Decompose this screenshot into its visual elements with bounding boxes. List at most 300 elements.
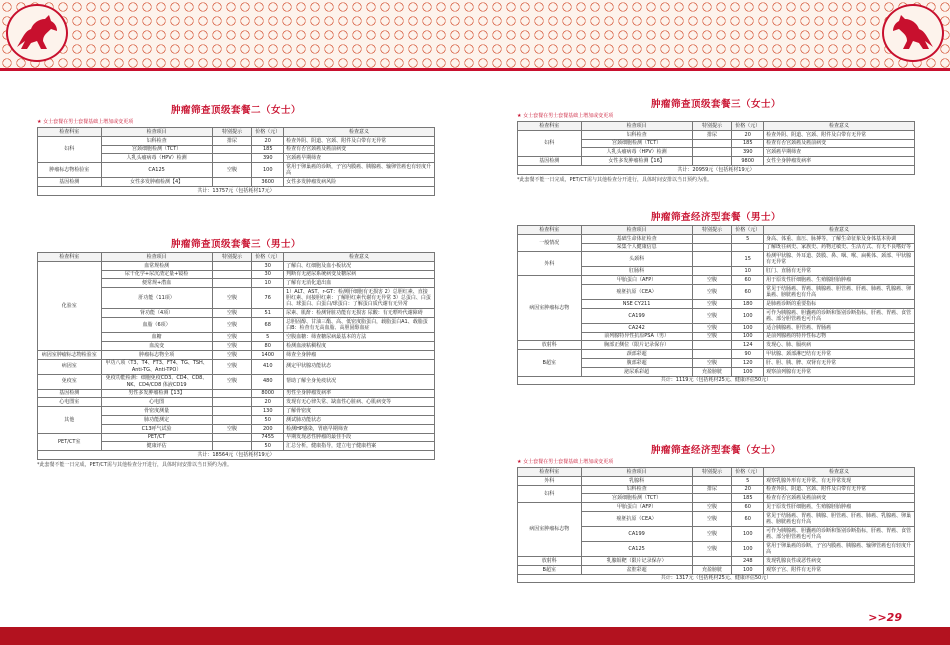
cell-price: 390 [252, 154, 284, 163]
table-row [518, 350, 915, 359]
horse-logo-icon [6, 4, 68, 62]
cell-note: 空腹 [212, 309, 252, 318]
cell-price: 90 [732, 350, 764, 359]
header-price: 价格（元） [732, 226, 764, 235]
cell-item: 乳腺钼靶（限片记录保存） [581, 556, 692, 565]
cell-price: 5 [732, 476, 764, 485]
cell-meaning: 肛门、直肠有无异常 [764, 267, 915, 276]
panel-note: ★ 女士套餐在男士套餐基础上增加或变更项 [37, 119, 134, 125]
cell-item: 宫颈细胞检测（TCT） [581, 139, 692, 148]
table-row [38, 163, 435, 178]
cell-meaning: 检查外阴、阴道、宫颈、附件及白带有无异常 [764, 485, 915, 494]
cell-item: 尿干化学+尿沉渣定量+镜检 [101, 270, 212, 279]
cell-department: B超室 [518, 565, 582, 574]
cell-price: 100 [732, 526, 764, 541]
cell-meaning: 帮助了解全身免疫状况 [284, 374, 435, 389]
table-row [518, 130, 915, 139]
table-row [38, 178, 435, 187]
panel-footnote: *此套餐不能一日完成，PET/CT需与其他检查分开进行，具体时间安排以当日预约为准。 [517, 176, 712, 183]
cell-department: 化验室 [38, 261, 102, 350]
cell-item: 男性多发肿瘤检测【13】 [101, 389, 212, 398]
cell-item: 肿瘤标志物全项 [101, 350, 212, 359]
cell-note [212, 442, 252, 451]
cell-item: 头颈科 [581, 252, 692, 267]
table-row [38, 350, 435, 359]
header-red-stripe [0, 68, 950, 71]
cell-note: 空腹 [212, 341, 252, 350]
decorative-header-band [0, 0, 950, 70]
cell-note: 空腹 [692, 526, 732, 541]
cell-meaning: 发现有无心律失常、缺血性心脏病、心肌病变等 [284, 398, 435, 407]
header-meaning: 检查意义 [764, 226, 915, 235]
cell-meaning: 常用于卵巢癌的诊断，子宫内膜癌、胰腺癌、输卵管癌也有轻度升高 [284, 163, 435, 178]
cell-meaning: 女性全身肿瘤发病率 [764, 157, 915, 166]
table-row [518, 234, 915, 243]
cell-note: 空腹 [212, 424, 252, 433]
cell-price: 100 [732, 541, 764, 556]
table-row [518, 252, 915, 267]
cell-meaning: 了解有无消化道出血 [284, 279, 435, 288]
cell-price: 10 [732, 267, 764, 276]
cell-department: 基因检测 [38, 178, 102, 187]
cell-note [692, 243, 732, 252]
cell-meaning: 空腹血糖：筛查糖尿病最基本的方法 [284, 333, 435, 342]
table-row [38, 433, 435, 442]
cell-item: 心电图 [101, 398, 212, 407]
cell-price: 30 [252, 261, 284, 270]
table-row [38, 398, 435, 407]
cell-note: 空腹 [692, 511, 732, 526]
cell-price: 50 [252, 415, 284, 424]
table-row [518, 565, 915, 574]
header-price: 价格（元） [732, 468, 764, 477]
panel-footnote: *此套餐不能一日完成，PET/CT需与其他检查分开进行，具体时间安排以当日预约为准。 [37, 461, 232, 468]
cell-meaning: 了解骨密度 [284, 407, 435, 416]
cell-note: 空腹 [212, 318, 252, 333]
total-cell: 共计：1317元（包括耗材25元、健康评估50元） [518, 574, 915, 583]
cell-price: 30 [252, 270, 284, 279]
cell-price: 100 [732, 323, 764, 332]
cell-meaning: 总胆固醇、甘油三酯、高、低密度脂蛋白，载脂蛋白A1、载脂蛋白B：检查有无高血脂、高胆固醇血症 [284, 318, 435, 333]
header-item: 检查项目 [581, 122, 692, 131]
cell-item: 免疫功能检测：细胞免疫CD3、CD4、CD8、NK、CD4/CD8 体液CD19 [101, 374, 212, 389]
cell-item: 肛肠科 [581, 267, 692, 276]
cell-note: 空腹 [212, 374, 252, 389]
cell-price: 7455 [252, 433, 284, 442]
cell-note [692, 157, 732, 166]
cell-note [692, 341, 732, 350]
cell-item: 骨密度测量 [101, 407, 212, 416]
cell-price: 10 [252, 279, 284, 288]
cell-item: 妇科检查 [581, 130, 692, 139]
cell-price: 100 [732, 332, 764, 341]
cell-note: 空腹 [212, 333, 252, 342]
cell-note [212, 279, 252, 288]
cell-price: 20 [252, 398, 284, 407]
panel-title: 肿瘤筛查顶级套餐三（女士） [650, 99, 781, 110]
cell-meaning: 检查有否宫颈癌及癌前病变 [764, 494, 915, 503]
cell-item: CA199 [581, 526, 692, 541]
horse-logo-icon [882, 4, 944, 62]
cell-price: 248 [732, 556, 764, 565]
cell-department: 放射科 [518, 556, 582, 565]
cell-price: 5 [732, 234, 764, 243]
table-row [518, 503, 915, 512]
panel-title: 肿瘤筛查经济型套餐（男士） [650, 212, 781, 223]
cell-note: 排尿 [692, 485, 732, 494]
cell-item: 盆腔彩超 [581, 565, 692, 574]
package-table [37, 252, 435, 460]
header-note: 特别提示 [212, 128, 252, 137]
cell-note [692, 252, 732, 267]
cell-note: 空腹 [212, 359, 252, 374]
header-item: 检查项目 [581, 226, 692, 235]
cell-meaning: 可作为胰腺癌、胆囊癌的诊断和鉴别诊断指标，肝癌、胃癌、食管癌、部分胆管癌也可升高 [764, 308, 915, 323]
panel-top-package-3-male [37, 236, 435, 468]
cell-item: 肺功能测定 [101, 415, 212, 424]
cell-meaning: 尿素、肌酐：检测肾脏功能有无损害 尿酸：有无嘌呤代谢障碍 [284, 309, 435, 318]
cell-note: 空腹 [212, 350, 252, 359]
cell-item: 乳腺科 [581, 476, 692, 485]
cell-department: 妇科 [518, 130, 582, 156]
cell-meaning: 检查外阴、阴道、宫颈、附件及白带有无异常 [764, 130, 915, 139]
cell-note: 空腹 [692, 284, 732, 299]
cell-note: 空腹 [692, 276, 732, 285]
cell-item: 女性多发肿瘤检测【16】 [581, 157, 692, 166]
cell-item: CA242 [581, 323, 692, 332]
cell-department: PET/CT室 [38, 433, 102, 451]
cell-note: 空腹 [692, 308, 732, 323]
cell-note: 空腹 [692, 358, 732, 367]
table-row [518, 157, 915, 166]
cell-note [212, 433, 252, 442]
table-header-row [38, 253, 435, 262]
panel-title: 肿瘤筛查经济型套餐（女士） [650, 445, 781, 456]
package-table [517, 121, 915, 175]
cell-meaning: 检查外阴、阴道、宫颈、附件及白带有无异常 [284, 136, 435, 145]
table-header-row [518, 226, 915, 235]
cell-meaning: 见于原发性肝细胞癌，生殖腺胚胎肿瘤 [764, 503, 915, 512]
cell-price: 130 [252, 407, 284, 416]
cell-price: 124 [732, 341, 764, 350]
cell-department: 放射科 [518, 341, 582, 350]
cell-meaning: 常见于结肠癌、胃癌、胰腺、胆管癌、肝癌、肺癌、乳腺癌、卵巢癌、膀胱癌也有升高 [764, 511, 915, 526]
header-price: 价格（元） [252, 128, 284, 137]
table-row [518, 556, 915, 565]
total-cell: 共计：13757元（包括耗材17元） [38, 186, 435, 195]
header-note: 特别提示 [692, 226, 732, 235]
cell-note: 充盈膀胱 [692, 565, 732, 574]
package-table [517, 225, 915, 385]
cell-meaning: 男性全身肿瘤发病率 [284, 389, 435, 398]
header-department: 检查科室 [518, 468, 582, 477]
cell-department: 基因检测 [518, 157, 582, 166]
cell-price: 180 [732, 299, 764, 308]
cell-note [692, 234, 732, 243]
cell-department: 外科 [518, 252, 582, 276]
cell-department: 心电图室 [38, 398, 102, 407]
cell-price: 100 [732, 367, 764, 376]
cell-price: 100 [732, 308, 764, 323]
cell-price: 20 [732, 130, 764, 139]
cell-price: 100 [252, 163, 284, 178]
cell-price: 60 [732, 503, 764, 512]
cell-item: 前列腺特异性抗原PSA（男） [581, 332, 692, 341]
total-row [38, 451, 435, 460]
cell-price: 20 [732, 485, 764, 494]
table-row [518, 485, 915, 494]
header-department: 检查科室 [518, 122, 582, 131]
panel-top-package-3-female [517, 96, 915, 183]
cell-meaning: 观察乳腺外形有无异常，有无异常发现 [764, 476, 915, 485]
cell-meaning: 是肺癌诊断的重要指标 [764, 299, 915, 308]
cell-item: 甲功八项（T3、T4、FT3、FT4、TG、TSH、Anti-TG、Anti-TPO） [101, 359, 212, 374]
cell-note [692, 494, 732, 503]
header-item: 检查项目 [101, 128, 212, 137]
panel-title: 肿瘤筛查顶级套餐二（女士） [170, 105, 301, 116]
header-department: 检查科室 [38, 253, 102, 262]
cell-item: C13呼气试验 [101, 424, 212, 433]
cell-note [212, 398, 252, 407]
cell-note [692, 350, 732, 359]
cell-item: CA125 [581, 541, 692, 556]
cell-meaning: 女性多发肿瘤发病风险 [284, 178, 435, 187]
cell-department: 肿瘤标志物检验室 [38, 163, 102, 178]
cell-meaning: 肝、胆、胰、脾、双肾有无异常 [764, 358, 915, 367]
total-cell: 共计：20959元（包括耗材19元） [518, 165, 915, 174]
cell-note [692, 139, 732, 148]
cell-meaning: 常见于结肠癌、胃癌、胰腺癌、胆管癌、肝癌、肺癌、乳腺癌、卵巢癌、膀胱癌也有升高 [764, 284, 915, 299]
cell-department: 病因室肿瘤标志物检验室 [38, 350, 102, 359]
cell-department: 妇科 [518, 485, 582, 503]
cell-note: 排尿 [212, 136, 252, 145]
cell-price: 76 [252, 288, 284, 309]
cell-meaning: 发现乳腺良性或恶性病变 [764, 556, 915, 565]
cell-price: 60 [732, 511, 764, 526]
header-meaning: 检查意义 [764, 468, 915, 477]
cell-note [692, 556, 732, 565]
cell-meaning: 检查有否宫颈癌及癌前病变 [284, 145, 435, 154]
cell-note [212, 270, 252, 279]
cell-item: 胸部正侧位（限片记录保存） [581, 341, 692, 350]
cell-note [692, 148, 732, 157]
cell-price: 50 [252, 442, 284, 451]
table-header-row [518, 468, 915, 477]
cell-price: 200 [252, 424, 284, 433]
table-header-row [518, 122, 915, 131]
panel-top-package-2-female [37, 102, 435, 196]
cell-department: B超室 [518, 350, 582, 376]
cell-item: 血常规检测 [101, 261, 212, 270]
cell-price: 5 [252, 333, 284, 342]
cell-note: 排尿 [692, 130, 732, 139]
cell-note: 空腹 [692, 332, 732, 341]
panel-note: ★ 女士套餐在男士套餐基础上增加或变更项 [517, 113, 614, 119]
cell-meaning: 检查有否宫颈癌及癌前病变 [764, 139, 915, 148]
cell-item: 癌胚抗原（CEA） [581, 511, 692, 526]
cell-item: 癌胚抗原（CEA） [581, 284, 692, 299]
cell-department: 病因室 [38, 359, 102, 374]
cell-item: 采集个人健康信息 [581, 243, 692, 252]
cell-item: 颈部彩超 [581, 350, 692, 359]
header-price: 价格（元） [732, 122, 764, 131]
table-row [38, 261, 435, 270]
cell-price: 185 [252, 145, 284, 154]
header-item: 检查项目 [581, 468, 692, 477]
total-cell: 共计：1119元（包括耗材25元、健康评估50元） [518, 376, 915, 385]
cell-price: 3600 [252, 178, 284, 187]
cell-item: 宫颈细胞检测（TCT） [581, 494, 692, 503]
header-department: 检查科室 [38, 128, 102, 137]
cell-item: 泌尿系彩超 [581, 367, 692, 376]
cell-item: 肝功能（11项） [101, 288, 212, 309]
table-row [38, 359, 435, 374]
header-meaning: 检查意义 [284, 253, 435, 262]
cell-meaning: 了解白、红细胞及血小板状况 [284, 261, 435, 270]
cell-meaning: 观察子宫、附件有无异常 [764, 565, 915, 574]
header-note: 特别提示 [692, 468, 732, 477]
cell-item: PET/CT [101, 433, 212, 442]
package-table [517, 467, 915, 583]
cell-department: 病因室肿瘤标志物 [518, 503, 582, 557]
footer-band [0, 627, 950, 645]
cell-price: 120 [732, 358, 764, 367]
total-row [518, 165, 915, 174]
table-row [38, 136, 435, 145]
cell-price: 185 [732, 494, 764, 503]
cell-item: 人乳头瘤病毒（HPV）检测 [101, 154, 212, 163]
cell-meaning: 身高、体重、血压、脉搏等，了解生命征象及身体基本协调 [764, 234, 915, 243]
total-row [518, 376, 915, 385]
header-note: 特别提示 [692, 122, 732, 131]
cell-item: CA199 [581, 308, 692, 323]
cell-item: 便常规+潜血 [101, 279, 212, 288]
cell-department: 外科 [518, 476, 582, 485]
total-row [518, 574, 915, 583]
header-item: 检查项目 [101, 253, 212, 262]
header-department: 检查科室 [518, 226, 582, 235]
cell-item: CA125 [101, 163, 212, 178]
cell-meaning: 检测甲状腺、外耳道、鼓膜、鼻、咽、喉、扁桃体、颈部、甲状腺有无异常 [764, 252, 915, 267]
cell-item: NSE CY211 [581, 299, 692, 308]
cell-meaning: 宫颈癌早期筛查 [284, 154, 435, 163]
table-row [38, 389, 435, 398]
cell-item: 宫颈细胞检测（TCT） [101, 145, 212, 154]
cell-price: 1400 [252, 350, 284, 359]
cell-note: 空腹 [692, 323, 732, 332]
cell-price: 20 [252, 136, 284, 145]
table-row [38, 374, 435, 389]
cell-note [692, 476, 732, 485]
cell-item: 健康评估 [101, 442, 212, 451]
cell-meaning: 早期发现恶性肿瘤的最佳手段 [284, 433, 435, 442]
cell-meaning: 测定甲状腺功能状态 [284, 359, 435, 374]
cell-meaning: 了解既往病史、家族史、药物过敏史、生活方式、有无不良嗜好等 [764, 243, 915, 252]
cell-meaning: 1）ALT、AST、r-GT：检测肝细胞有无损害 2）总胆红素、直接胆红素、间接胆红素：了解胆红素代谢有无异常 3）总蛋白、白蛋白、球蛋白、白蛋白/球蛋白：了解蛋白质代谢有无异常 [284, 288, 435, 309]
panel-economy-package-female [517, 442, 915, 583]
cell-price: 185 [732, 139, 764, 148]
table-header-row [38, 128, 435, 137]
cell-item: 血糖 [101, 333, 212, 342]
panel-note: ★ 女士套餐在男士套餐基础上增加或变更项 [517, 459, 614, 465]
header-note: 特别提示 [212, 253, 252, 262]
table-row [518, 341, 915, 350]
cell-note [212, 261, 252, 270]
cell-price [732, 243, 764, 252]
cell-price: 390 [732, 148, 764, 157]
cell-note [212, 154, 252, 163]
cell-meaning: 宫颈癌早期筛查 [764, 148, 915, 157]
cell-note [692, 267, 732, 276]
header-meaning: 检查意义 [284, 128, 435, 137]
total-cell: 共计：18564元（包括耗材19元） [38, 451, 435, 460]
cell-meaning: 是前列腺癌的特异性标志物 [764, 332, 915, 341]
cell-price: 410 [252, 359, 284, 374]
cell-price: 68 [252, 318, 284, 333]
cell-item: 甲胎蛋白（AFP） [581, 276, 692, 285]
cell-meaning: 用于原发性肝细胞癌、生殖腺胚胎肿瘤 [764, 276, 915, 285]
cell-price: 8000 [252, 389, 284, 398]
cell-price: 9800 [732, 157, 764, 166]
cell-meaning: 汇总分析，健康指导，建立电子健康档案 [284, 442, 435, 451]
panel-title: 肿瘤筛查顶级套餐三（男士） [170, 239, 301, 250]
cell-department: 一般情况 [518, 234, 582, 252]
cell-item: 甲胎蛋白（AFP） [581, 503, 692, 512]
cell-note [212, 415, 252, 424]
cell-meaning: 可作为胰腺癌、胆囊癌的诊断和鉴别诊断指标，肝癌、胃癌、食管癌、部分胆管癌也可升高 [764, 526, 915, 541]
cell-meaning: 检测HP感染，胃癌早期筛查 [284, 424, 435, 433]
cell-department: 免疫室 [38, 374, 102, 389]
cell-note: 空腹 [692, 503, 732, 512]
page-number: >>29 [868, 611, 902, 624]
cell-meaning: 判断有无泌尿系统病变及糖尿病 [284, 270, 435, 279]
cell-department: 病因室肿瘤标志物 [518, 276, 582, 341]
package-table [37, 127, 435, 196]
cell-note: 空腹 [212, 288, 252, 309]
cell-price: 80 [252, 341, 284, 350]
cell-department: 其他 [38, 407, 102, 433]
cell-meaning: 发现心、肺、膈疾病 [764, 341, 915, 350]
header-meaning: 检查意义 [764, 122, 915, 131]
cell-department: 基因检测 [38, 389, 102, 398]
cell-note [212, 389, 252, 398]
cell-item: 血流变 [101, 341, 212, 350]
cell-item: 基础生命体征检查 [581, 234, 692, 243]
cell-note [212, 407, 252, 416]
cell-meaning: 检测血液粘稠程度 [284, 341, 435, 350]
table-row [518, 476, 915, 485]
cell-meaning: 适合胰腺癌、胆管癌、胃肠癌 [764, 323, 915, 332]
cell-note [212, 145, 252, 154]
cell-meaning: 测试肺功能状态 [284, 415, 435, 424]
table-row [518, 276, 915, 285]
cell-price: 100 [732, 565, 764, 574]
cell-price: 51 [252, 309, 284, 318]
cell-note: 空腹 [212, 163, 252, 178]
cell-department: 妇科 [38, 136, 102, 162]
cell-price: 60 [732, 276, 764, 285]
total-row [38, 186, 435, 195]
cell-item: 血脂（6项） [101, 318, 212, 333]
cell-item: 肾功能（4项） [101, 309, 212, 318]
cell-item: 人乳头瘤病毒（HPV）检测 [581, 148, 692, 157]
cell-price: 15 [732, 252, 764, 267]
cell-price: 480 [252, 374, 284, 389]
cell-note: 充盈膀胱 [692, 367, 732, 376]
cell-note [212, 178, 252, 187]
cell-item: 腹部彩超 [581, 358, 692, 367]
cell-meaning: 观察前列腺有无异常 [764, 367, 915, 376]
